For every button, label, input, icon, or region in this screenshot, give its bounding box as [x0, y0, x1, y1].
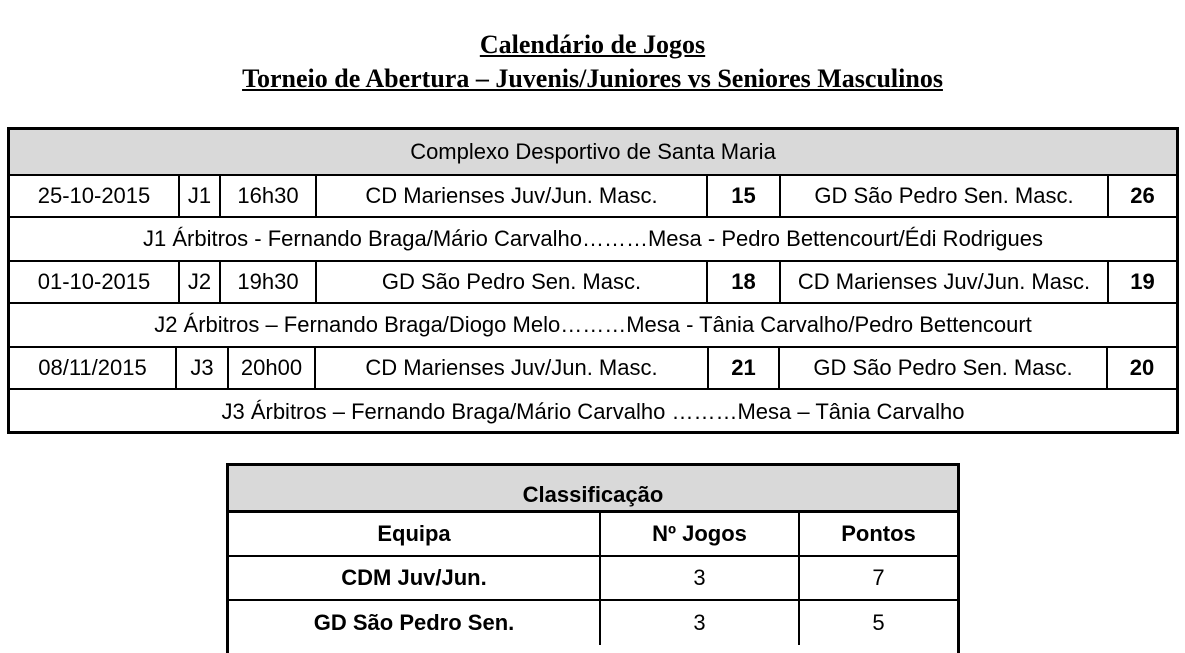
home-team: CD Marienses Juv/Jun. Masc. — [316, 348, 709, 388]
classification-row — [229, 601, 957, 645]
game-row — [10, 262, 1176, 304]
header-points: Pontos — [841, 521, 916, 546]
game-note-row — [10, 218, 1176, 262]
away-score: 26 — [1130, 183, 1155, 208]
team-points: 7 — [872, 565, 885, 590]
away-team: GD São Pedro Sen. Masc. — [781, 176, 1109, 216]
home-score: 15 — [708, 176, 781, 216]
home-team: CD Marienses Juv/Jun. Masc. — [317, 176, 708, 216]
away-team: GD São Pedro Sen. Masc. — [780, 348, 1108, 388]
venue-row — [10, 130, 1176, 176]
game-date: 25-10-2015 — [10, 176, 180, 216]
game-time: 20h00 — [229, 348, 316, 388]
team-name: CDM Juv/Jun. — [229, 557, 601, 599]
game-date: 01-10-2015 — [10, 262, 180, 302]
title-block — [0, 28, 1185, 96]
game-note-row — [10, 304, 1176, 348]
page-title: Calendário de Jogos — [479, 30, 706, 59]
home-score: 21 — [709, 348, 780, 388]
header-team: Equipa — [229, 513, 601, 555]
game-row — [10, 176, 1176, 218]
home-score: 18 — [708, 262, 781, 302]
away-score: 20 — [1129, 355, 1155, 380]
game-time: 16h30 — [221, 176, 317, 216]
game-date: 08/11/2015 — [10, 348, 177, 388]
away-team: CD Marienses Juv/Jun. Masc. — [781, 262, 1109, 302]
team-name: GD São Pedro Sen. — [229, 601, 601, 645]
team-games: 3 — [601, 601, 800, 645]
home-team: GD São Pedro Sen. Masc. — [317, 262, 708, 302]
header-games: Nº Jogos — [601, 513, 800, 555]
game-note-row — [10, 390, 1176, 433]
away-score: 19 — [1130, 269, 1155, 294]
game-time: 19h30 — [221, 262, 317, 302]
team-games: 3 — [601, 557, 800, 599]
game-code: J3 — [177, 348, 229, 388]
venue-name: Complexo Desportivo de Santa Maria — [410, 139, 776, 164]
game-row — [10, 348, 1176, 390]
classification-header-row — [229, 513, 957, 557]
team-points: 5 — [872, 610, 885, 635]
classification-title: Classificação — [229, 466, 957, 513]
game-code: J1 — [180, 176, 221, 216]
game-note: J3 Árbitros – Fernando Braga/Mário Carvalho ………Mesa – Tânia Carvalho — [221, 398, 965, 424]
game-code: J2 — [180, 262, 221, 302]
game-note: J1 Árbitros - Fernando Braga/Mário Carvalho………Mesa - Pedro Bettencourt/Édi Rodrigues — [143, 226, 1043, 251]
classification-row — [229, 557, 957, 601]
game-note: J2 Árbitros – Fernando Braga/Diogo Melo………Mesa - Tânia Carvalho/Pedro Bettencourt — [154, 312, 1032, 337]
page-subtitle: Torneio de Abertura – Juvenis/Juniores vs Seniores Masculinos — [242, 64, 943, 93]
games-table — [7, 127, 1179, 434]
classification-table — [226, 463, 960, 653]
